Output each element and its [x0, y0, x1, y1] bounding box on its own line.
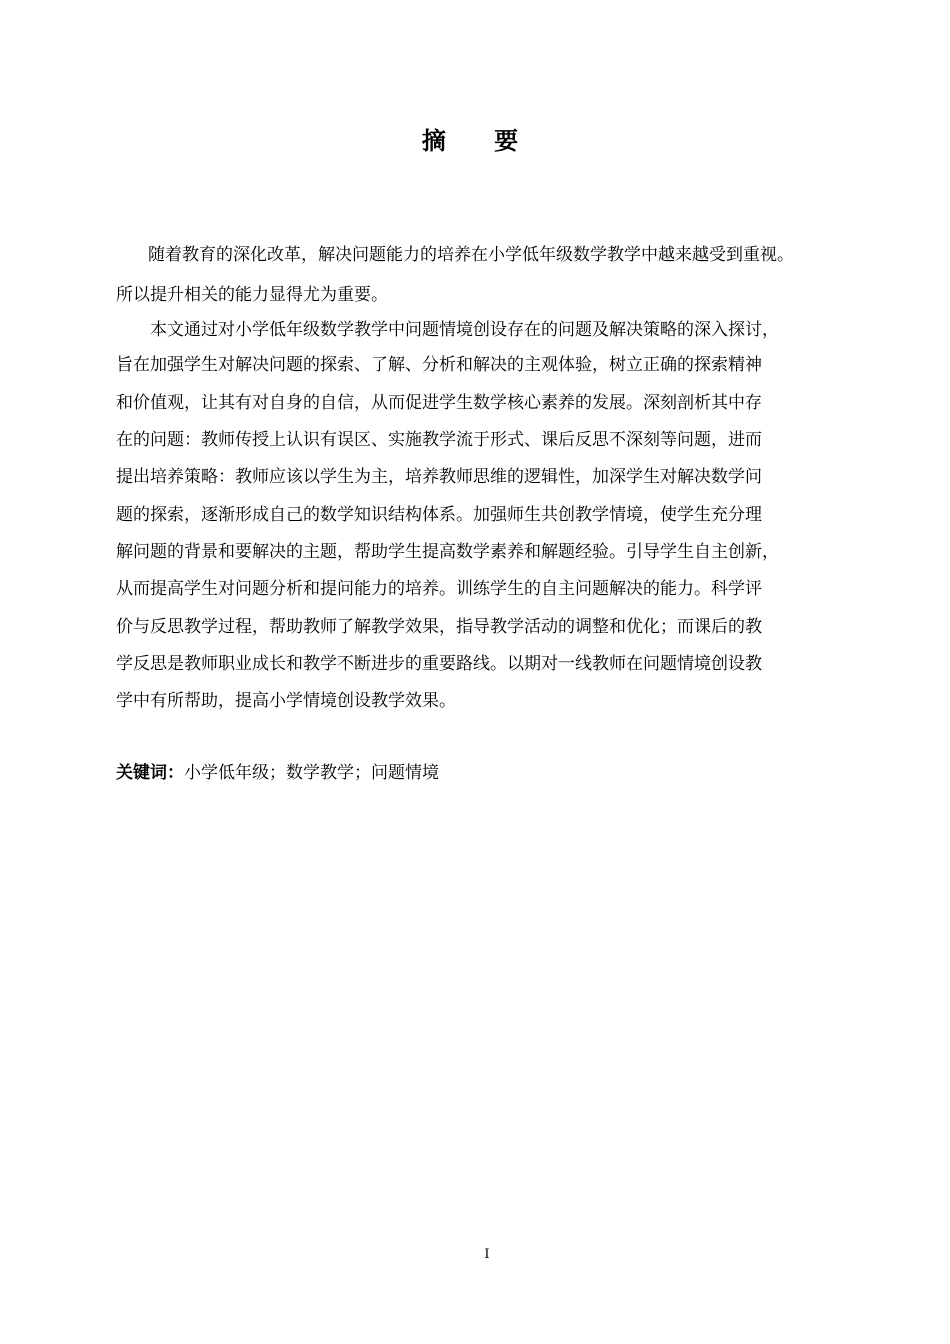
paragraph-line: 和价值观，让其有对自身的自信，从而促进学生数学核心素养的发展。深刻剖析其中存 [116, 393, 762, 413]
paragraph-line: 价与反思教学过程，帮助教师了解教学效果，指导教学活动的调整和优化；而课后的教 [116, 617, 762, 637]
paragraph-line: 学中有所帮助，提高小学情境创设教学效果。 [116, 691, 456, 711]
paragraph-line: 题的探索，逐渐形成自己的数学知识结构体系。加强师生共创教学情境，使学生充分理 [116, 505, 762, 525]
paragraph-line: 从而提高学生对问题分析和提问能力的培养。训练学生的自主问题解决的能力。科学评 [116, 579, 762, 599]
paragraph-line: 随着教育的深化改革，解决问题能力的培养在小学低年级数学教学中越来越受到重视。 [148, 245, 794, 265]
paragraph-line: 旨在加强学生对解决问题的探索、了解、分析和解决的主观体验，树立正确的探索精神 [116, 355, 762, 375]
page-title: 摘 要 [421, 127, 539, 155]
paragraph-line: 学反思是教师职业成长和教学不断进步的重要路线。以期对一线教师在问题情境创设教 [116, 654, 762, 674]
keywords-value: 小学低年级；数学教学；问题情境 [184, 763, 439, 783]
page-number: I [484, 1247, 490, 1262]
paragraph-line: 本文通过对小学低年级数学教学中问题情境创设存在的问题及解决策略的深入探讨， [150, 320, 779, 340]
paragraph-line: 在的问题：教师传授上认识有误区、实施教学流于形式、课后反思不深刻等问题，进而 [116, 430, 762, 450]
paragraph-line: 提出培养策略：教师应该以学生为主，培养教师思维的逻辑性，加深学生对解决数学问 [116, 467, 762, 487]
keywords-label: 关键词： [116, 763, 184, 783]
keywords [116, 760, 439, 786]
paragraph-line: 所以提升相关的能力显得尤为重要。 [116, 285, 388, 305]
paragraph-line: 解问题的背景和要解决的主题，帮助学生提高数学素养和解题经验。引导学生自主创新， [116, 542, 779, 562]
